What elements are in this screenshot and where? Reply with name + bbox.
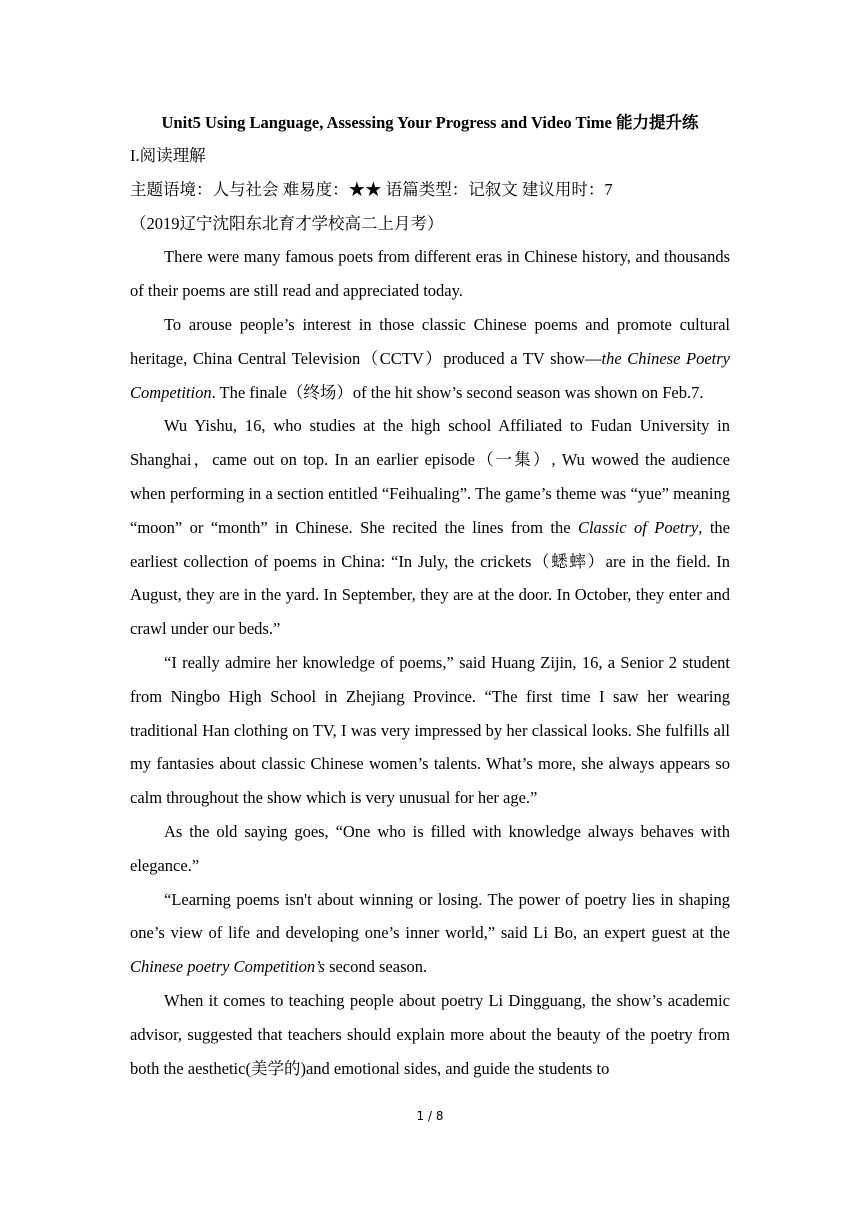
page-number: 1 / 8 [416,1109,444,1123]
meta-info-line: 主题语境：人与社会 难易度：★★ 语篇类型：记叙文 建议用时：7 [130,179,613,199]
classic-of-poetry-italic: Classic of Poetry [577,517,699,537]
show-title-italic: the Chinese Poetry Competition [130,348,730,402]
paragraph-2 [130,308,730,409]
paragraph-6-text-c: second season. [324,957,428,977]
paragraph-6-text-a: “Learning poems isn't about winning or losing. The power of poetry lies in shaping one’s view of life and developing one’s inner world,” said Li Bo, an expert guest at the [130,889,730,943]
paragraph-2-text-c: . The finale（终场）of the hit show’s second season was shown on Feb.7. [211,382,704,402]
paragraph-3 [130,409,730,646]
page-content [130,106,730,1085]
paragraph-3-text-c: , the earliest collection of poems in China: “In July, the crickets（蟋蟀）are in the field. In August, they are in the yard. In September, they are at the door. In October, they enter and crawl under our beds.” [130,517,730,639]
paragraph-4: “I really admire her knowledge of poems,” said Huang Zijin, 16, a Senior 2 student from Ningbo High School in Zhejiang Province. “The first time I saw her wearing traditional Han clothing on TV, I was very impressed by her classical looks. She fulfills all my fantasies about classic Chinese women’s talents. What’s more, she always appears so calm throughout the show which is very unusual for her age.” [130,652,730,808]
paragraph-5: As the old saying goes, “One who is filled with knowledge always behaves with elegance.” [130,821,730,875]
paragraph-1: There were many famous poets from different eras in Chinese history, and thousands of their poems are still read and appreciated today. [130,247,730,301]
document-title: Unit5 Using Language, Assessing Your Progress and Video Time 能力提升练 [161,113,699,132]
paragraph-7: When it comes to teaching people about poetry Li Dingguang, the show’s academic advisor, suggested that teachers should explain more about the beauty of the poetry from both the aesthetic(美学的)and emotional sides, and guide the students to [130,990,730,1078]
paragraph-3-text-a: Wu Yishu, 16, who studies at the high school Affiliated to Fudan University in Shanghai，came out on top. In an earlier episode（一集）, Wu wowed the audience when performing in a section entitled “Feihualing”. The game’s theme was “yue” meaning “moon” or “month” in Chinese. She recited the lines from the [130,416,730,537]
paragraph-6 [130,883,730,984]
competition-name-italic: Chinese poetry Competition’s [130,957,325,977]
paragraph-2-text-a: To arouse people’s interest in those classic Chinese poems and promote cultural heritage, China Central Television（CCTV）produced a TV show— [130,314,730,368]
source-line: （2019辽宁沈阳东北育才学校高二上月考） [130,213,444,233]
section-heading: I.阅读理解 [130,146,206,165]
